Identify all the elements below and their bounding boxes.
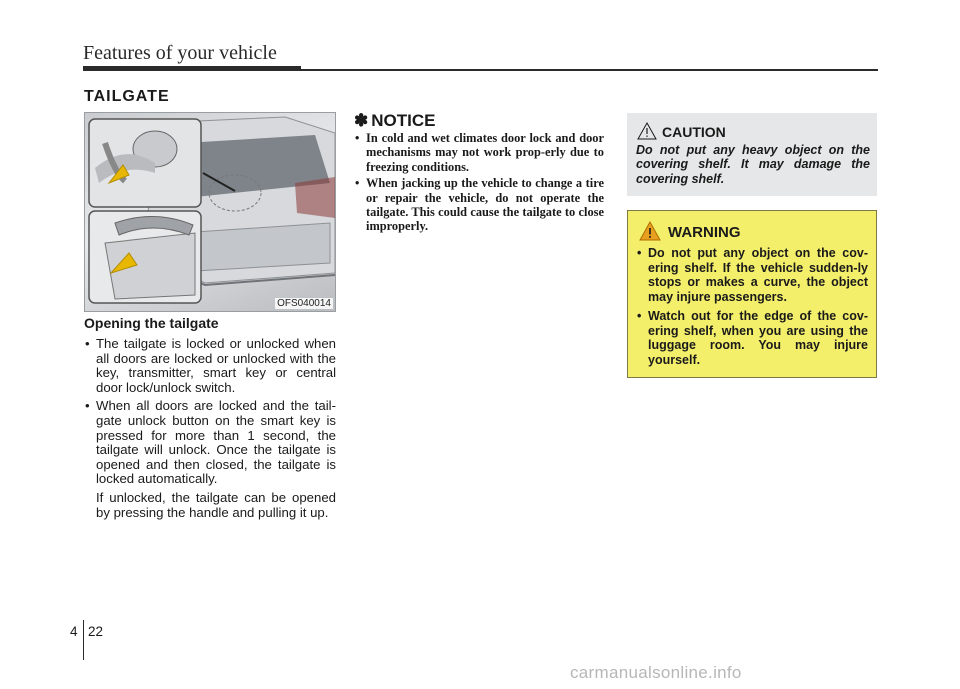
list-item: • Do not put any object on the cov-ering shelf. If the vehicle sudden-ly stops or makes a curve, the object may injure passengers. xyxy=(636,246,868,305)
watermark: carmanualsonline.info xyxy=(570,663,742,682)
opening-list xyxy=(84,337,336,524)
caution-box xyxy=(627,113,877,196)
list-item: • Watch out for the edge of the cov-ering shelf, when you are using the luggage room. You may injure yourself. xyxy=(636,309,868,368)
page-number: 22 xyxy=(88,624,104,639)
warning-triangle-icon xyxy=(639,221,661,241)
warning-list xyxy=(636,246,868,372)
warning-box xyxy=(627,210,877,378)
list-item: • When jacking up the vehicle to change a tire or repair the vehicle, do not operate the tailgate. This could cause the tailgate to close improperly. xyxy=(354,176,604,234)
page-header-title: Features of your vehicle xyxy=(83,42,277,64)
notice-list xyxy=(354,131,604,236)
caution-triangle-icon xyxy=(637,122,657,140)
header-rule-thick xyxy=(83,66,301,71)
list-item xyxy=(84,399,336,520)
list-item-text: When all doors are locked and the tail-gate unlock button on the smart key is pressed for more than 1 second, the tailgate will unlock. Once the tailgate is opened and then closed, the tailgate is locked automatically. xyxy=(96,398,336,487)
tailgate-illustration xyxy=(84,112,336,312)
list-item: • The tailgate is locked or unlocked when all doors are locked or unlocked with the key, transmitter, smart key or central door lock/unlock switch. xyxy=(84,337,336,395)
tailgate-illustration-graphic xyxy=(85,113,335,311)
opening-heading: Opening the tailgate xyxy=(84,315,219,331)
notice-heading-text: NOTICE xyxy=(371,111,436,130)
chapter-number: 4 xyxy=(70,624,78,639)
section-title: TAILGATE xyxy=(84,88,170,105)
figure-code: OFS040014 xyxy=(277,298,331,309)
warning-heading: WARNING xyxy=(668,224,741,241)
notice-star-icon: ✽ xyxy=(354,111,369,130)
header-rule-thin xyxy=(301,69,878,71)
list-item: • In cold and wet climates door lock and door mechanisms may not work prop-erly due to freezing conditions. xyxy=(354,131,604,174)
footer-divider xyxy=(83,620,84,660)
caution-text: Do not put any heavy object on the covering shelf. It may damage the covering shelf. xyxy=(636,143,870,186)
list-item-followup: If unlocked, the tailgate can be opened by pressing the handle and pulling it up. xyxy=(96,489,336,520)
notice-heading xyxy=(354,111,435,131)
caution-heading: CAUTION xyxy=(662,124,726,140)
